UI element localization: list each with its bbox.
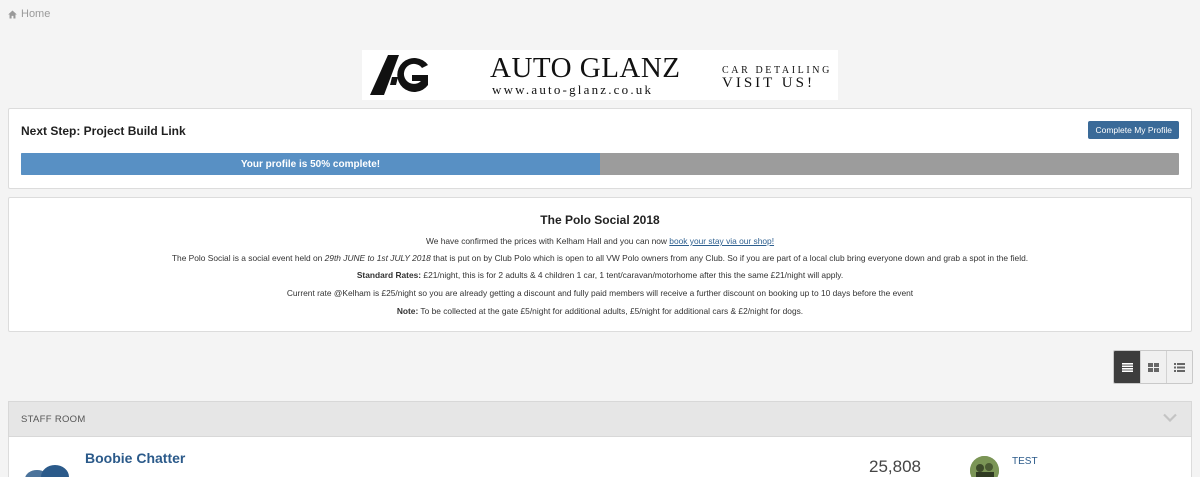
profile-progress-text: Your profile is 50% complete! <box>240 158 381 170</box>
announcement-line-5 <box>9 306 1191 316</box>
announcement-line-2-text-a: The Polo Social is a social event held on <box>171 253 325 263</box>
chevron-down-icon[interactable] <box>1163 413 1177 422</box>
banner-brand-name: AUTO GLANZ <box>490 52 681 84</box>
note-text: To be collected at the gate £5/night for additional adults, £5/night for additional cars & £2/night for dogs. <box>418 306 804 316</box>
avatar[interactable] <box>970 456 999 477</box>
breadcrumb[interactable] <box>8 8 50 20</box>
note-label: Note: <box>396 306 419 316</box>
profile-completion-panel <box>8 108 1192 189</box>
standard-rates-label: Standard Rates: <box>356 270 422 280</box>
banner-tagline-top: CAR DETAILING <box>722 65 832 76</box>
breadcrumb-home-link[interactable]: Home <box>21 8 51 20</box>
banner-tagline-bottom: VISIT US! <box>722 75 815 91</box>
profile-progress-fill <box>21 153 600 175</box>
event-dates: 29th JUNE to 1st JULY 2018 <box>324 253 431 263</box>
announcement-line-3 <box>9 270 1191 280</box>
forum-row <box>8 437 1192 477</box>
sponsor-banner[interactable] <box>362 50 838 100</box>
view-toggle <box>1113 350 1193 384</box>
list-view-icon <box>1122 363 1133 372</box>
banner-url: www.auto-glanz.co.uk <box>492 82 654 97</box>
ag-logo-icon <box>366 53 432 97</box>
user-avatar-icon <box>970 456 999 477</box>
profile-progress-bar <box>21 153 1179 175</box>
complete-profile-button[interactable]: Complete My Profile <box>1088 121 1179 139</box>
home-icon <box>8 10 17 19</box>
staff-room-header[interactable] <box>8 401 1192 437</box>
compact-list-icon <box>1174 363 1185 372</box>
announcement-title: The Polo Social 2018 <box>540 213 660 227</box>
forum-title-link[interactable]: Boobie Chatter <box>85 450 186 466</box>
grid-view-icon <box>1148 363 1159 372</box>
last-post-user-link[interactable]: TEST <box>1012 456 1038 467</box>
announcement-line-2-text-b: that is put on by Club Polo which is open to all VW Polo owners from any Club. So if you are part of a local club bring everyone down and grab a spot in the field. <box>430 253 1029 263</box>
compact-list-button[interactable] <box>1166 351 1192 383</box>
standard-rates-text: £21/night, this is for 2 adults & 4 children 1 car, 1 tent/caravan/motorhome after this the same £21/night will apply. <box>421 270 844 280</box>
announcement-panel <box>8 197 1192 332</box>
announcement-line-4: Current rate @Kelham is £25/night so you are already getting a discount and fully paid members will receive a further discount on booking up to 10 days before the event <box>286 288 914 298</box>
announcement-line-1-text: We have confirmed the prices with Kelham Hall and you can now <box>425 236 670 246</box>
grid-view-button[interactable] <box>1140 351 1166 383</box>
forum-bubble-icon <box>23 463 71 477</box>
book-stay-link[interactable]: book your stay via our shop! <box>669 236 775 246</box>
list-view-button[interactable] <box>1114 351 1140 383</box>
announcement-line-2 <box>9 253 1191 263</box>
section-title: STAFF ROOM <box>21 414 86 425</box>
announcement-line-1 <box>9 236 1191 246</box>
next-step-heading: Next Step: Project Build Link <box>21 124 186 138</box>
forum-post-count: 25,808 <box>869 457 921 476</box>
